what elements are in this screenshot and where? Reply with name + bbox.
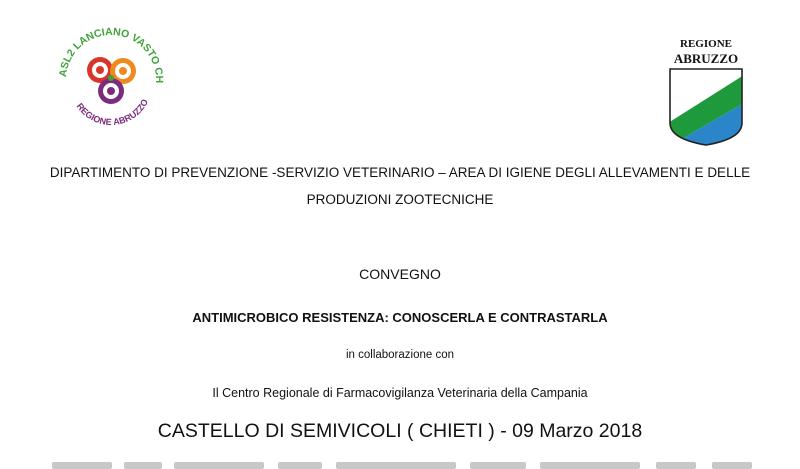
partner-name: Il Centro Regionale di Farmacovigilanza Veterinaria della Campania	[212, 386, 588, 400]
cutoff-text-line	[52, 462, 752, 469]
department-line-2: PRODUZIONI ZOOTECNICHE	[306, 192, 494, 207]
regione-abruzzo-shield-icon	[668, 67, 744, 147]
asl-ring-text-top: ASL2 LANCIANO VASTO CH	[57, 25, 166, 84]
regione-abruzzo-logo	[664, 36, 748, 152]
triskelion-spiral-logo-icon	[50, 16, 172, 134]
collaboration-intro: in collaborazione con	[345, 349, 455, 361]
abruzzo-label: ABRUZZO	[673, 51, 739, 66]
event-title: ANTIMICROBICO RESISTENZA: CONOSCERLA E CONTRASTARLA	[192, 310, 608, 325]
asl-logo	[50, 16, 172, 134]
department-line-1: DIPARTIMENTO DI PREVENZIONE -SERVIZIO VETERINARIO – AREA DI IGIENE DEGLI ALLEVAMENTI E DELLE	[49, 165, 751, 180]
regione-label: REGIONE	[680, 38, 732, 50]
event-place-date: CASTELLO DI SEMIVICOLI ( CHIETI ) - 09 Marzo 2018	[157, 420, 643, 442]
asl-ring-text-bottom: REGIONE ABRUZZO	[74, 97, 151, 128]
event-type-heading: CONVEGNO	[359, 266, 441, 282]
